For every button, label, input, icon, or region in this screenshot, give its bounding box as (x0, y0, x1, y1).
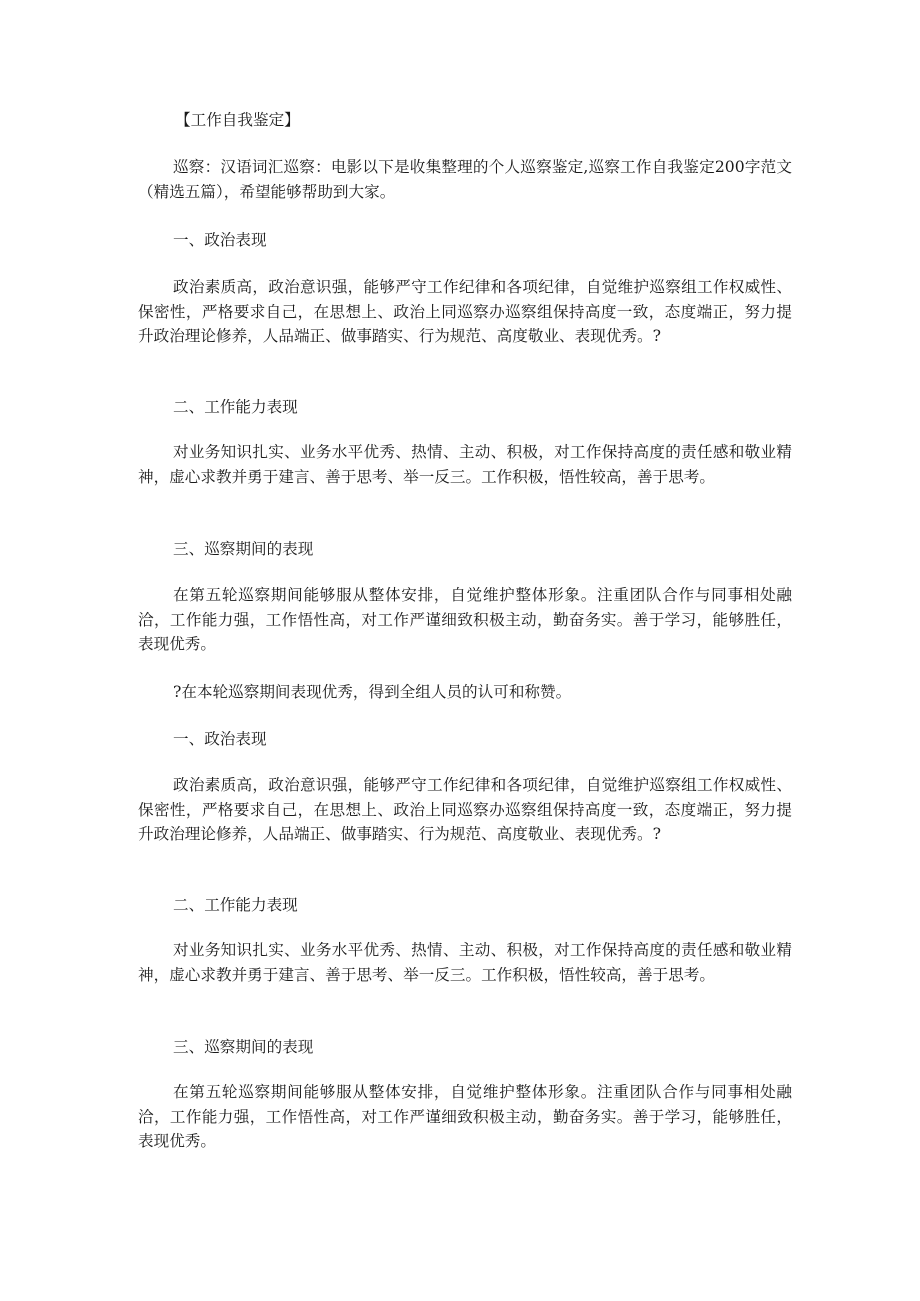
paragraph-politics: 政治素质高，政治意识强，能够严守工作纪律和各项纪律，自觉维护巡察组工作权威性、保密性，严格要求自己，在思想上、政治上同巡察办巡察组保持高度一致，态度端正，努力提升政治理论修养，人品端正、做事踏实、行为规范、高度敬业、表现优秀。? (138, 278, 792, 345)
paragraph-summary: ?在本轮巡察期间表现优秀，得到全组人员的认可和称赞。 (173, 683, 572, 701)
paragraph-inspection: 在第五轮巡察期间能够服从整体安排，自觉维护整体形象。注重团队合作与同事相处融洽，工作能力强，工作悟性高，对工作严谨细致积极主动，勤奋务实。善于学习，能够胜任，表现优秀。 (138, 586, 792, 653)
document-title: 【工作自我鉴定】 (175, 111, 300, 129)
paragraph-inspection-2: 在第五轮巡察期间能够服从整体安排，自觉维护整体形象。注重团队合作与同事相处融洽，工作能力强，工作悟性高，对工作严谨细致积极主动，勤奋务实。善于学习，能够胜任，表现优秀。 (138, 1083, 792, 1150)
section-heading-politics-2: 一、政治表现 (173, 730, 267, 748)
section-heading-ability-2: 二、工作能力表现 (173, 896, 298, 914)
intro-paragraph: 巡察：汉语词汇巡察：电影以下是收集整理的个人巡察鉴定,巡察工作自我鉴定200字范文（精选五篇），希望能够帮助到大家。 (138, 158, 792, 201)
paragraph-ability: 对业务知识扎实、业务水平优秀、热情、主动、积极，对工作保持高度的责任感和敬业精神，虚心求教并勇于建言、善于思考、举一反三。工作积极，悟性较高，善于思考。 (138, 443, 792, 486)
section-heading-politics: 一、政治表现 (173, 231, 267, 249)
section-heading-inspection-2: 三、巡察期间的表现 (173, 1038, 314, 1056)
section-heading-inspection: 三、巡察期间的表现 (173, 540, 314, 558)
paragraph-politics-2: 政治素质高，政治意识强，能够严守工作纪律和各项纪律，自觉维护巡察组工作权威性、保密性，严格要求自己，在思想上、政治上同巡察办巡察组保持高度一致，态度端正，努力提升政治理论修养，人品端正、做事踏实、行为规范、高度敬业、表现优秀。? (138, 776, 792, 843)
section-heading-ability: 二、工作能力表现 (173, 398, 298, 416)
paragraph-ability-2: 对业务知识扎实、业务水平优秀、热情、主动、积极，对工作保持高度的责任感和敬业精神，虚心求教并勇于建言、善于思考、举一反三。工作积极，悟性较高，善于思考。 (138, 941, 792, 984)
